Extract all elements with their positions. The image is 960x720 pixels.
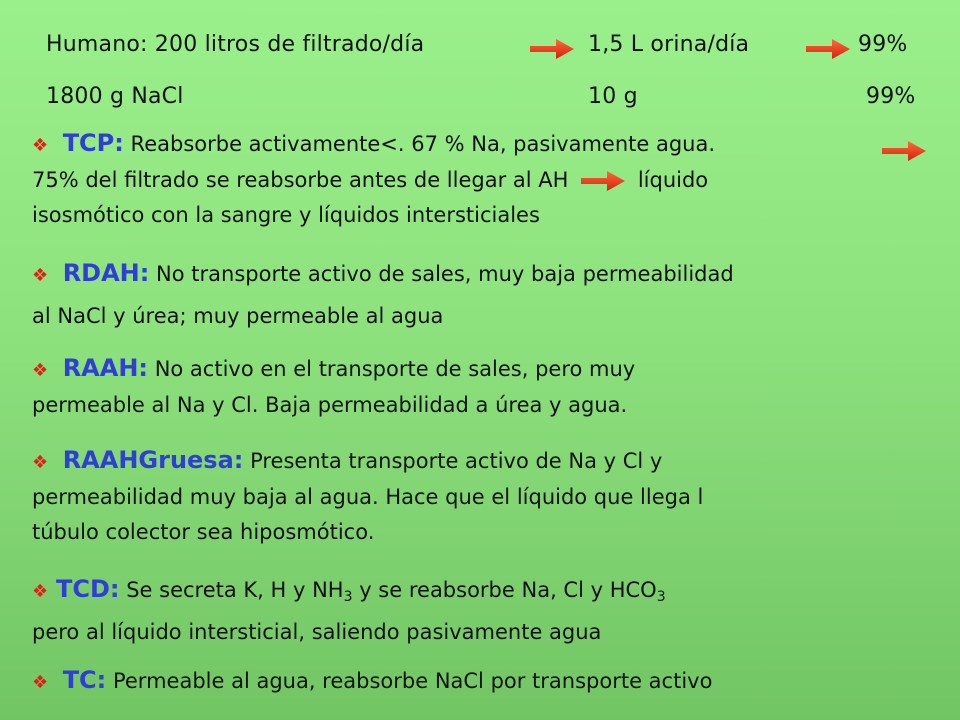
- header-row2-mid: 10 g: [588, 84, 638, 109]
- item-text: Permeable al agua, reabsorbe NaCl por transporte activo: [112, 669, 713, 693]
- item-text: permeabilidad muy baja al agua. Hace que el líquido que llega l: [32, 485, 704, 509]
- diamond-bullet-icon: ❖: [32, 672, 49, 693]
- header-row2-right: 99%: [866, 84, 916, 109]
- right-arrow-icon: [530, 38, 574, 60]
- diamond-bullet-icon: ❖: [32, 360, 49, 381]
- item-text: líquido: [637, 168, 709, 192]
- item-text: Se secreta K, H y NH: [126, 578, 344, 602]
- header-row1-left: Humano: 200 litros de filtrado/día: [46, 32, 425, 57]
- term-label: RDAH:: [62, 259, 150, 287]
- item-raah: [32, 351, 932, 423]
- term-label: TCD:: [56, 575, 120, 603]
- right-arrow-icon: [579, 170, 627, 192]
- item-text: permeable al Na y Cl. Baja permeabilidad a úrea y agua.: [32, 393, 628, 417]
- item-tcp: [32, 126, 932, 233]
- item-text: isosmótico con la sangre y líquidos intersticiales: [32, 203, 540, 227]
- item-text: al NaCl y úrea; muy permeable al agua: [32, 304, 444, 328]
- term-label: RAAH:: [62, 354, 148, 382]
- item-text: Reabsorbe activamente<. 67 % Na, pasivamente agua.: [130, 132, 716, 156]
- item-text: pero al líquido intersticial, saliendo pasivamente agua: [32, 620, 602, 644]
- item-text: 75% del filtrado se reabsorbe antes de llegar al AH: [32, 168, 569, 192]
- term-label: TCP:: [62, 129, 124, 157]
- item-text: No transporte activo de sales, muy baja permeabilidad: [156, 262, 734, 286]
- item-rdah: [32, 253, 932, 336]
- item-tcd: [32, 572, 932, 650]
- item-raahgruesa: [32, 443, 932, 550]
- right-arrow-icon: [806, 38, 850, 60]
- item-text: y se reabsorbe Na, Cl y HCO: [352, 578, 657, 602]
- item-text: Presenta transporte activo de Na y Cl y: [250, 449, 663, 473]
- diamond-bullet-icon: ❖: [32, 581, 49, 602]
- term-label: TC:: [62, 666, 107, 694]
- diamond-bullet-icon: ❖: [32, 265, 49, 286]
- right-arrow-icon: [882, 140, 926, 162]
- term-label: RAAHGruesa:: [62, 446, 244, 474]
- diamond-bullet-icon: ❖: [32, 452, 49, 473]
- item-text: No activo en el transporte de sales, pero muy: [154, 357, 636, 381]
- header-row1-mid: 1,5 L orina/día: [588, 32, 750, 57]
- header-row2-left: 1800 g NaCl: [46, 84, 184, 109]
- item-text: túbulo colector sea hiposmótico.: [32, 520, 375, 544]
- subscript: 3: [656, 589, 666, 605]
- subscript: 3: [343, 589, 353, 605]
- header-row1-right: 99%: [858, 32, 908, 57]
- diamond-bullet-icon: ❖: [32, 135, 49, 156]
- item-tc: [32, 663, 932, 700]
